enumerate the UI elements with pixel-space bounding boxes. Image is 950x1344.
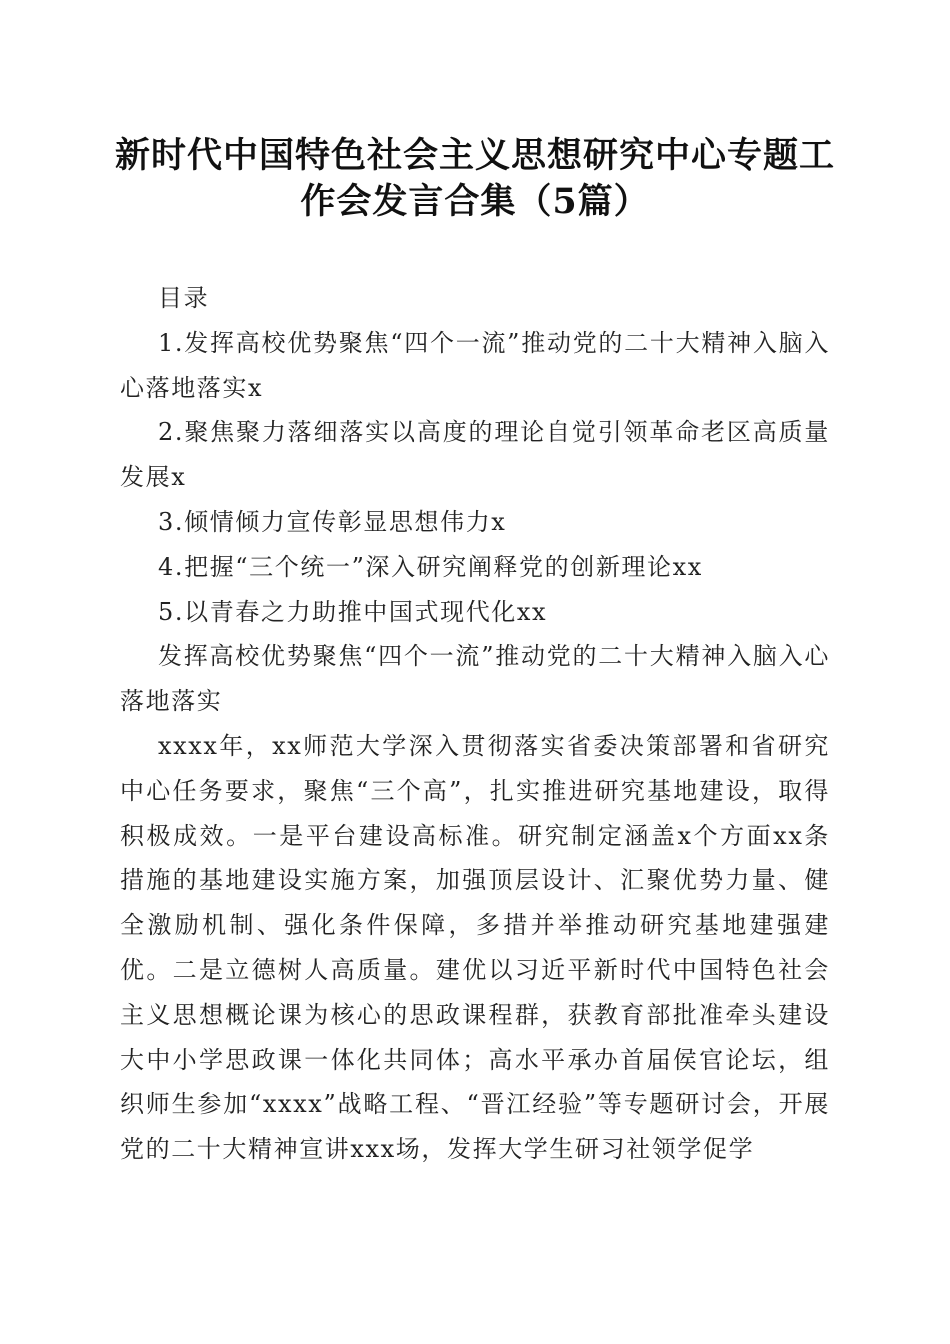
toc-item-5: 5.以青春之力助推中国式现代化xx [158,597,548,626]
toc-item-1: 1.发挥高校优势聚焦“四个一流”推动党的二十大精神入脑入心落地落实x [120,328,830,402]
toc-item-4: 4.把握“三个统一”深入研究阐释党的创新理论xx [158,552,703,581]
document-body [120,276,830,1172]
section-title: 发挥高校优势聚焦“四个一流”推动党的二十大精神入脑入心落地落实 [120,642,830,716]
title-line-2: 作会发言合集（5篇） [300,181,650,222]
body-paragraph: xxxx年，xx师范大学深入贯彻落实省委决策部署和省研究中心任务要求，聚焦“三个高”，扎实推进研究基地建设，取得积极成效。一是平台建设高标准。研究制定涵盖x个方面xx条措施的基地建设实施方案，加强顶层设计、汇聚优势力量、健全激励机制、强化条件保障，多措并举推动研究基地建强建优。二是立德树人高质量。建优以习近平新时代中国特色社会主义思想概论课为核心的思政课程群，获教育部批准牵头建设大中小学思政课一体化共同体；高水平承办首届侯官论坛，组织师生参加“xxxx”战略工程、“晋江经验”等专题研讨会，开展党的二十大精神宣讲xxx场，发挥大学生研习社领学促学 [120,731,830,1164]
toc-item-3: 3.倾情倾力宣传彰显思想伟力x [158,507,507,536]
document-title [100,133,850,225]
title-line-1: 新时代中国特色社会主义思想研究中心专题工 [114,135,835,176]
toc-heading: 目录 [158,284,210,312]
toc-item-2: 2.聚焦聚力落细落实以高度的理论自觉引领革命老区高质量发展x [120,418,830,492]
